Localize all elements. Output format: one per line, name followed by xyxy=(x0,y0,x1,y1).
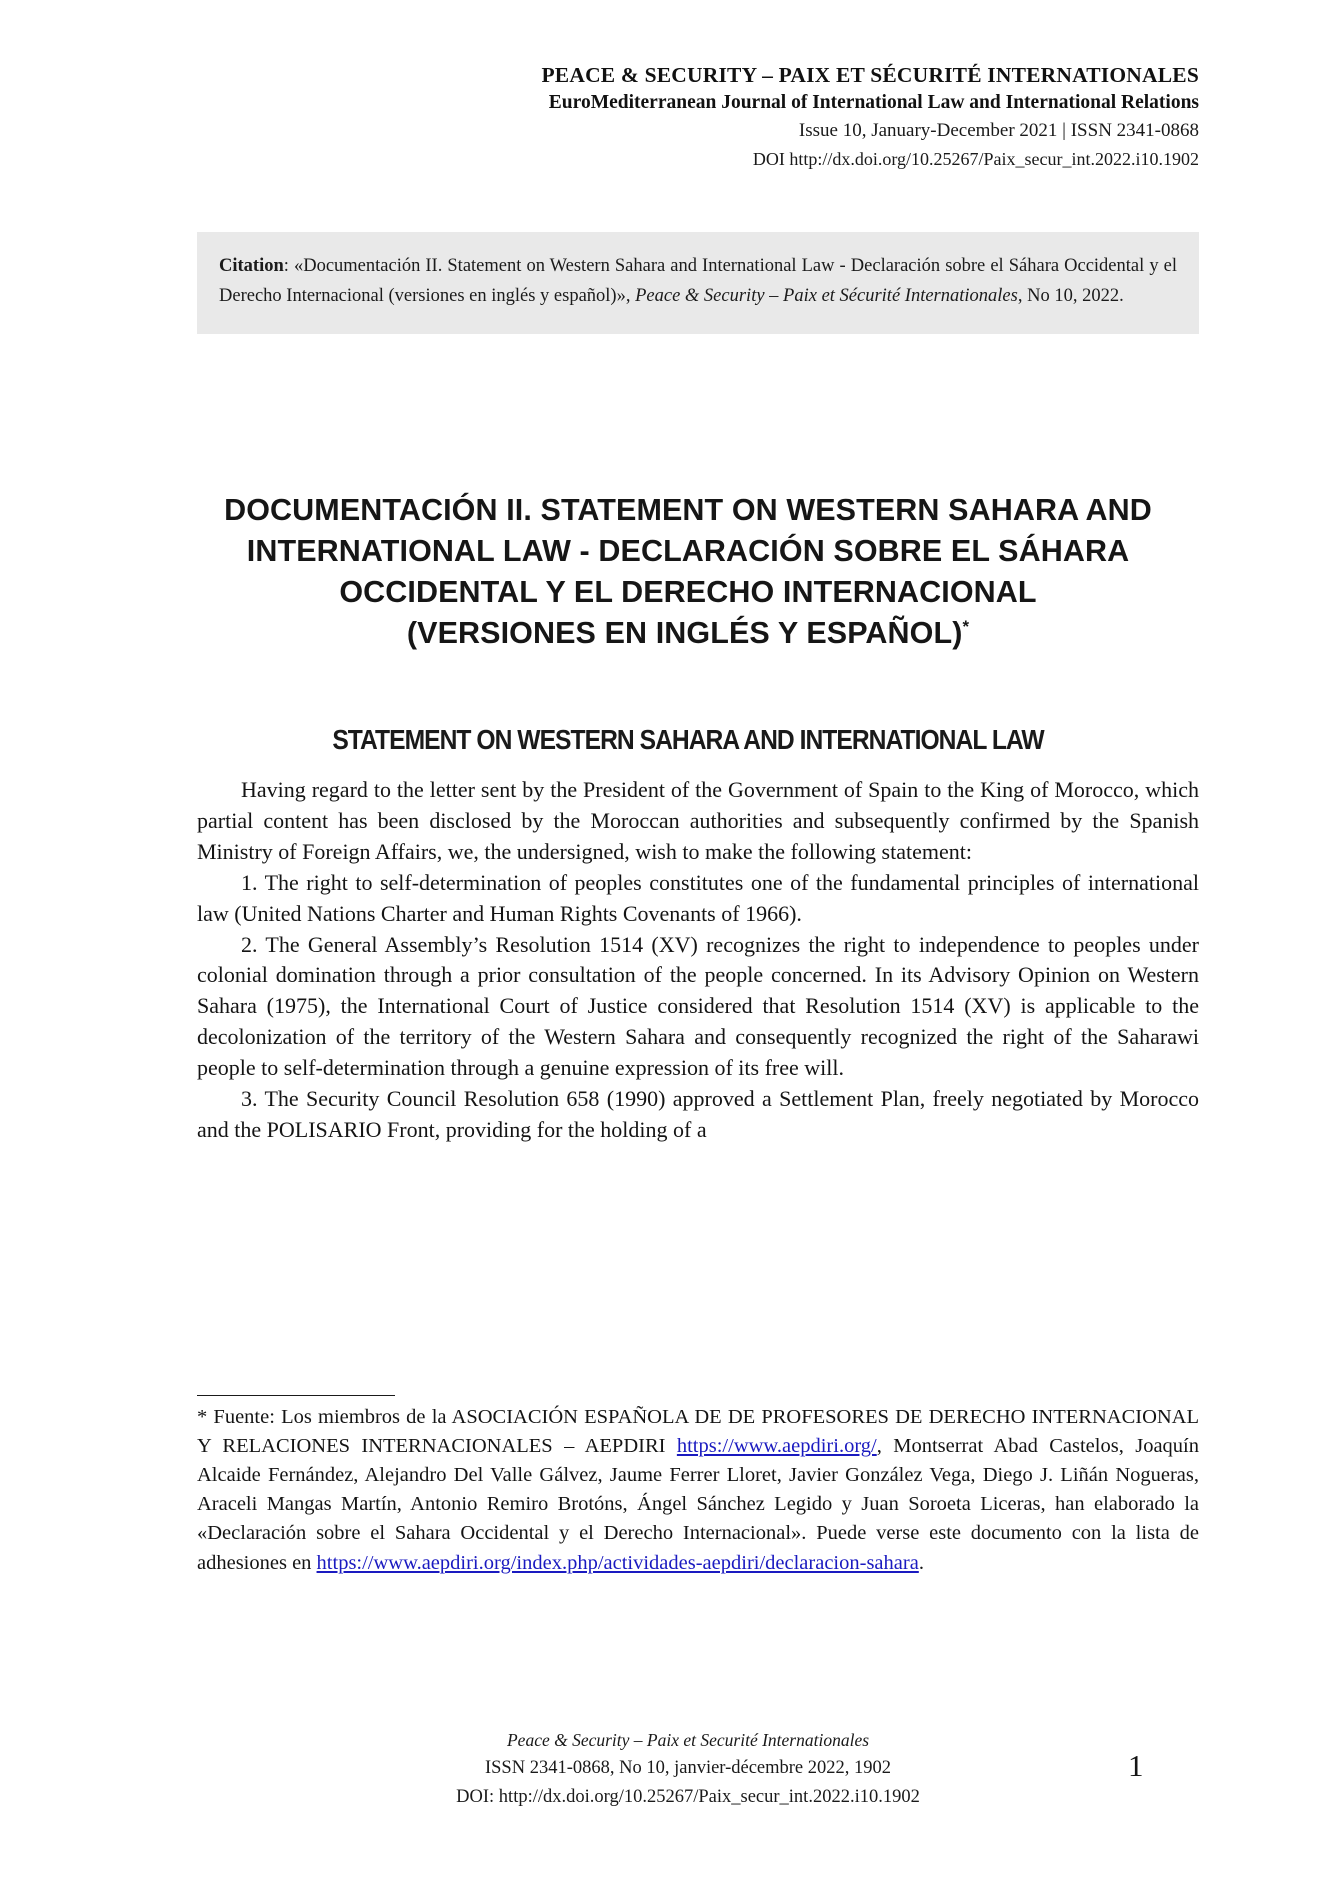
journal-masthead xyxy=(200,62,1199,173)
footnote-text-part3: . xyxy=(918,1551,924,1574)
title-footnote-marker: * xyxy=(962,616,970,636)
page-title-line-2: INTERNATIONAL LAW - DECLARACIÓN SOBRE EL SÁHARA xyxy=(246,534,1130,569)
citation-label: Citation xyxy=(219,256,284,276)
body-paragraph-0: Having regard to the letter sent by the President of the Government of Spain to the King of Morocco, which partial content has been disclosed by the Moroccan authorities and subsequently confirmed by the Spanish Ministry of Foreign Affairs, we, the undersigned, wish to make the following statement: xyxy=(197,777,1199,864)
footnote-text-part1: Fuente: Los miembros de la ASOCIACIÓN ESPAÑOLA DE DE PROFESORES DE DERECHO INTERNACIONAL Y RELACIONES INTERNACIONALES – AEPDIRI xyxy=(197,1406,1199,1458)
citation-journal-name: Peace & Security – Paix et Sécurité Internationales xyxy=(635,285,1018,306)
body-paragraph-1: 1. The right to self-determination of peoples constitutes one of the fundamental principles of international law (United Nations Charter and Human Rights Covenants of 1966). xyxy=(197,869,1199,926)
page-title xyxy=(168,490,1208,653)
journal-issue-line: Issue 10, January-December 2021 | ISSN 2341-0868 xyxy=(798,120,1199,142)
citation-box xyxy=(197,232,1199,334)
body-paragraph-2: 2. The General Assembly’s Resolution 1514 (XV) recognizes the right to independence to peoples under colonial domination through a prior consultation of the people concerned. In its Advisory Opinion on Western Sahara (1975), the International Court of Justice considered that Resolution 1514 (XV) is applicable to the decolonization of the territory of the Western Sahara and consequently recognized the right of the Saharawi people to self-determination through a genuine expression of its free will. xyxy=(197,931,1199,1081)
footnote-text-part2: , Montserrat Abad Castelos, Joaquín Alcaide Fernández, Alejandro Del Valle Gálvez, Jaume Ferrer Lloret, Javier González Vega, Diego J. Liñán Nogueras, Araceli Mangas Martín, Antonio Remiro Brotóns, Ángel Sánchez Legido y Juan Soroeta Liceras, han elaborado la «Declaración sobre el Sahara Occidental y el Derecho Internacional». Puede verse este documento con la lista de adhesiones en xyxy=(197,1435,1199,1574)
footnote-link-aepdiri-home[interactable]: https://www.aepdiri.org/ xyxy=(676,1435,877,1458)
page-footer xyxy=(168,1727,1208,1813)
page-number: 1 xyxy=(1128,1748,1144,1783)
page-title-line-4: (VERSIONES EN INGLÉS Y ESPAÑOL) xyxy=(406,616,963,650)
journal-doi-line: DOI http://dx.doi.org/10.25267/Paix_secur_int.2022.i10.1902 xyxy=(752,148,1199,169)
footnote-marker: * xyxy=(197,1406,208,1428)
body-paragraph-3: 3. The Security Council Resolution 658 (1990) approved a Settlement Plan, freely negotiated by Morocco and the POLISARIO Front, providing for the holding of a xyxy=(197,1086,1199,1142)
citation-separator: : xyxy=(283,256,294,276)
footer-journal-name: Peace & Security – Paix et Securité Internationales xyxy=(506,1730,870,1750)
footnote-separator-rule xyxy=(197,1395,395,1396)
footnote-block xyxy=(197,1403,1199,1578)
citation-text-part1: «Documentación II. Statement on Western Sahara and International Law - Declaración sobre el Sáhara Occidental y el Derecho Internacional (versiones en inglés y español)», xyxy=(219,256,1177,306)
footer-doi-line: DOI: http://dx.doi.org/10.25267/Paix_secur_int.2022.i10.1902 xyxy=(456,1787,920,1808)
page-title-line-3: OCCIDENTAL Y EL DERECHO INTERNACIONAL xyxy=(339,575,1037,610)
body-text-column xyxy=(197,775,1199,1146)
citation-text-part2: , No 10, 2022. xyxy=(1017,285,1124,306)
journal-subtitle: EuroMediterranean Journal of International Law and International Relations xyxy=(548,91,1199,113)
footer-issn-line: ISSN 2341-0868, No 10, janvier-décembre 2022, 1902 xyxy=(484,1758,892,1779)
footnote-link-declaracion-sahara[interactable]: https://www.aepdiri.org/index.php/actividades-aepdiri/declaracion-sahara xyxy=(316,1551,919,1574)
journal-title: PEACE & SECURITY – PAIX ET SÉCURITÉ INTERNATIONALES xyxy=(541,63,1199,87)
section-heading: STATEMENT ON WESTERN SAHARA AND INTERNATIONAL LAW xyxy=(332,724,1044,756)
page-title-line-1: DOCUMENTACIÓN II. STATEMENT ON WESTERN SAHARA AND xyxy=(224,493,1152,528)
